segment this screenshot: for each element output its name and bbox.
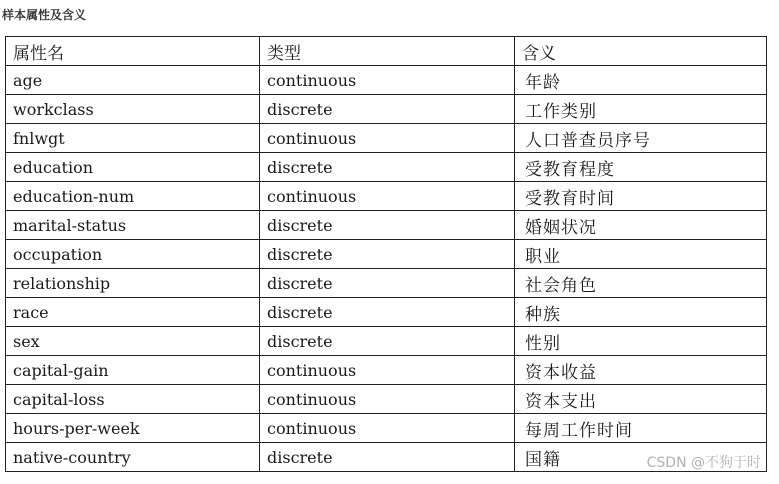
attribute-name-cell: race <box>6 298 260 327</box>
attribute-type-cell: continuous <box>260 385 515 414</box>
table-row <box>6 356 767 385</box>
attribute-meaning-cell: 年龄 <box>515 66 767 95</box>
attribute-name-cell: relationship <box>6 269 260 298</box>
attribute-meaning-cell: 每周工作时间 <box>515 414 767 443</box>
table-row <box>6 66 767 95</box>
table-row <box>6 153 767 182</box>
attribute-name-cell: occupation <box>6 240 260 269</box>
attribute-type-cell: discrete <box>260 240 515 269</box>
attribute-name-cell: hours-per-week <box>6 414 260 443</box>
attribute-name-cell: capital-gain <box>6 356 260 385</box>
attribute-name-cell: sex <box>6 327 260 356</box>
table-header-row <box>6 37 767 66</box>
attribute-name-cell: native-country <box>6 443 260 472</box>
table-row <box>6 327 767 356</box>
attribute-meaning-cell: 国籍 <box>515 443 767 472</box>
table-row <box>6 385 767 414</box>
attribute-name-cell: marital-status <box>6 211 260 240</box>
table-row <box>6 95 767 124</box>
attribute-type-cell: continuous <box>260 356 515 385</box>
attribute-meaning-cell: 社会角色 <box>515 269 767 298</box>
table-row <box>6 124 767 153</box>
attribute-name-cell: age <box>6 66 260 95</box>
csdn-watermark: CSDN @不狗于时 <box>646 455 761 471</box>
table-row <box>6 298 767 327</box>
attribute-type-cell: continuous <box>260 414 515 443</box>
attribute-type-cell: continuous <box>260 66 515 95</box>
attribute-name-cell: fnlwgt <box>6 124 260 153</box>
attribute-name-cell: capital-loss <box>6 385 260 414</box>
attribute-meaning-cell: 性别 <box>515 327 767 356</box>
attribute-name-cell: education-num <box>6 182 260 211</box>
attribute-type-cell: continuous <box>260 182 515 211</box>
attribute-meaning-cell: 人口普查员序号 <box>515 124 767 153</box>
attribute-meaning-cell: 受教育程度 <box>515 153 767 182</box>
table-row <box>6 240 767 269</box>
attribute-type-cell: continuous <box>260 124 515 153</box>
attribute-meaning-cell: 工作类别 <box>515 95 767 124</box>
attribute-type-cell: discrete <box>260 95 515 124</box>
attribute-type-cell: discrete <box>260 327 515 356</box>
table-row <box>6 211 767 240</box>
attribute-meaning-cell: 资本收益 <box>515 356 767 385</box>
attribute-type-cell: discrete <box>260 153 515 182</box>
table-row <box>6 269 767 298</box>
attribute-meaning-cell: 受教育时间 <box>515 182 767 211</box>
column-header-attribute-name: 属性名 <box>6 37 260 66</box>
attribute-meaning-cell: 婚姻状况 <box>515 211 767 240</box>
section-heading: 样本属性及含义 <box>2 8 87 22</box>
attribute-type-cell: discrete <box>260 443 515 472</box>
attribute-type-cell: discrete <box>260 211 515 240</box>
attribute-name-cell: workclass <box>6 95 260 124</box>
attribute-table <box>5 36 767 472</box>
table-row <box>6 414 767 443</box>
attribute-meaning-cell: 种族 <box>515 298 767 327</box>
column-header-type: 类型 <box>260 37 515 66</box>
attribute-name-cell: education <box>6 153 260 182</box>
column-header-meaning: 含义 <box>515 37 767 66</box>
attribute-type-cell: discrete <box>260 298 515 327</box>
attribute-meaning-cell: 职业 <box>515 240 767 269</box>
attribute-meaning-cell: 资本支出 <box>515 385 767 414</box>
attribute-type-cell: discrete <box>260 269 515 298</box>
table-row <box>6 182 767 211</box>
